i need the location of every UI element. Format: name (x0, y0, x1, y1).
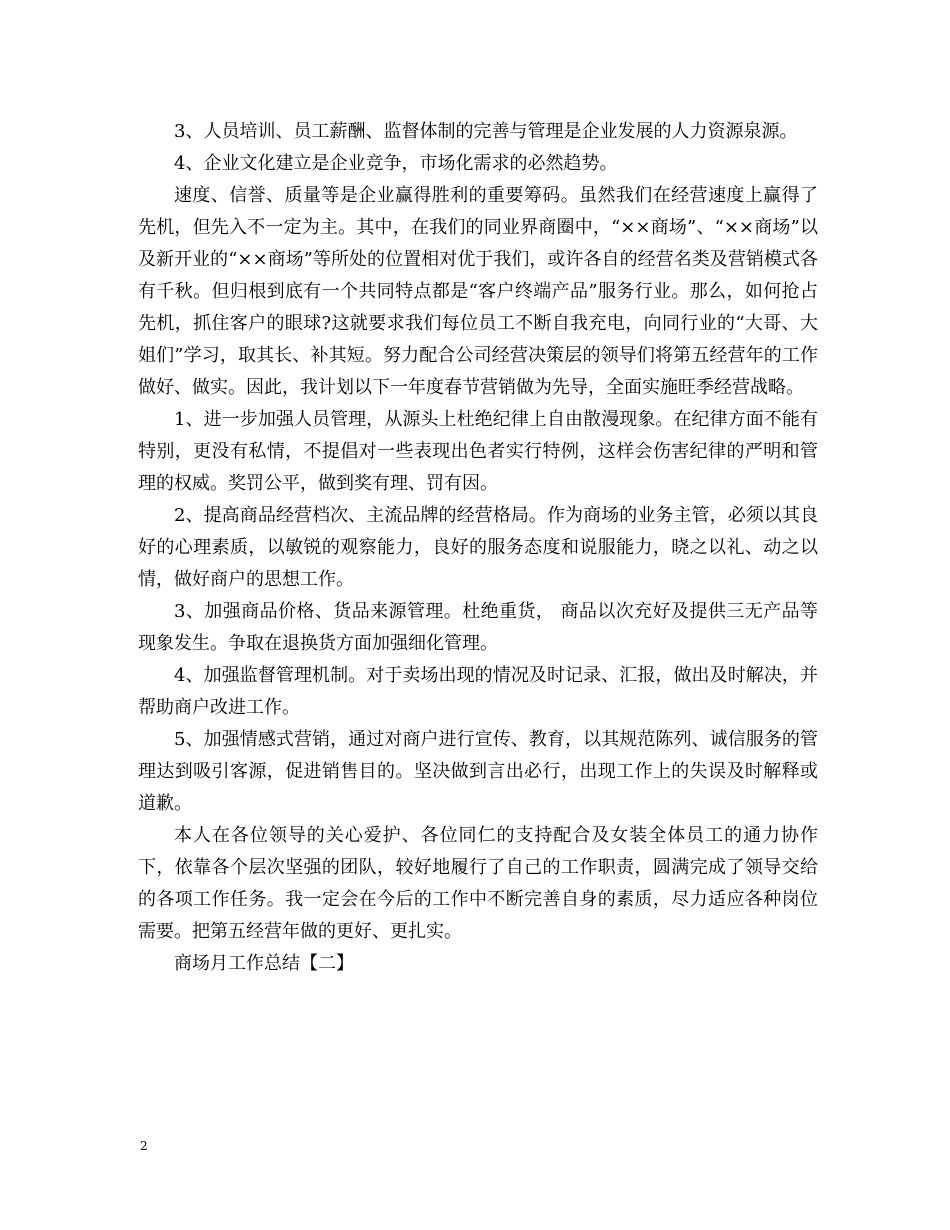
paragraph-price-source-management: 3、加强商品价格、货品来源管理。杜绝重货， 商品以次充好及提供三无产品等现象发生。争取在退换货方面加强细化管理。 (138, 601, 818, 654)
paragraph-supervision-mechanism: 4、加强监督管理机制。对于卖场出现的情况及时记录、汇报，做出及时解决，并帮助商户改进工作。 (138, 665, 818, 718)
paragraph-emotional-marketing: 5、加强情感式营销，通过对商户进行宣传、教育，以其规范陈列、诚信服务的管理达到吸引客源，促进销售目的。坚决做到言出必行，出现工作上的失误及时解释或道歉。 (138, 729, 818, 814)
paragraph-staff-training: 3、人员培训、员工薪酬、监督体制的完善与管理是企业发展的人力资源泉源。 (174, 121, 798, 142)
paragraph-personal-summary: 本人在各位领导的关心爱护、各位同仁的支持配合及女装全体员工的通力协作下，依靠各个层次坚强的团队，较好地履行了自己的工作职责，圆满完成了领导交给的各项工作任务。我一定会在今后的工作中不断完善自身的素质，尽力适应各种岗位需要。把第五经营年做的更好、更扎实。 (138, 825, 818, 942)
section-heading-summary-two: 商场月工作总结【二】 (174, 953, 354, 974)
page-number: 2 (140, 1139, 148, 1153)
paragraph-personnel-management: 1、进一步加强人员管理，从源头上杜绝纪律上自由散漫现象。在纪律方面不能有特别，更没有私情，不提倡对一些表现出色者实行特例，这样会伤害纪律的严明和管理的权威。奖罚公平，做到奖有理、罚有因。 (138, 409, 818, 494)
paragraph-competition-analysis: 速度、信誉、质量等是企业赢得胜利的重要筹码。虽然我们在经营速度上赢得了先机，但先入不一定为主。其中，在我们的同业界商圈中，“××商场”、“××商场”以及新开业的“××商场”等所处的位置相对优于我们，或许各自的经营名类及营销模式各有千秋。但归根到底有一个共同特点都是“客户终端产品”服务行业。那么，如何抢占先机，抓住客户的眼球?这就要求我们每位员工不断自我充电，向同行业的“大哥、大姐们”学习，取其长、补其短。努力配合公司经营决策层的领导们将第五经营年的工作做好、做实。因此，我计划以下一年度春节营销做为先导，全面实施旺季经营战略。 (138, 185, 818, 398)
paragraph-brand-structure: 2、提高商品经营档次、主流品牌的经营格局。作为商场的业务主管，必须以其良好的心理素质，以敏锐的观察能力，良好的服务态度和说服能力，晓之以礼、动之以情，做好商户的思想工作。 (138, 505, 818, 590)
document-body (138, 116, 818, 980)
paragraph-corporate-culture: 4、企业文化建立是企业竞争，市场化需求的必然趋势。 (174, 153, 618, 174)
